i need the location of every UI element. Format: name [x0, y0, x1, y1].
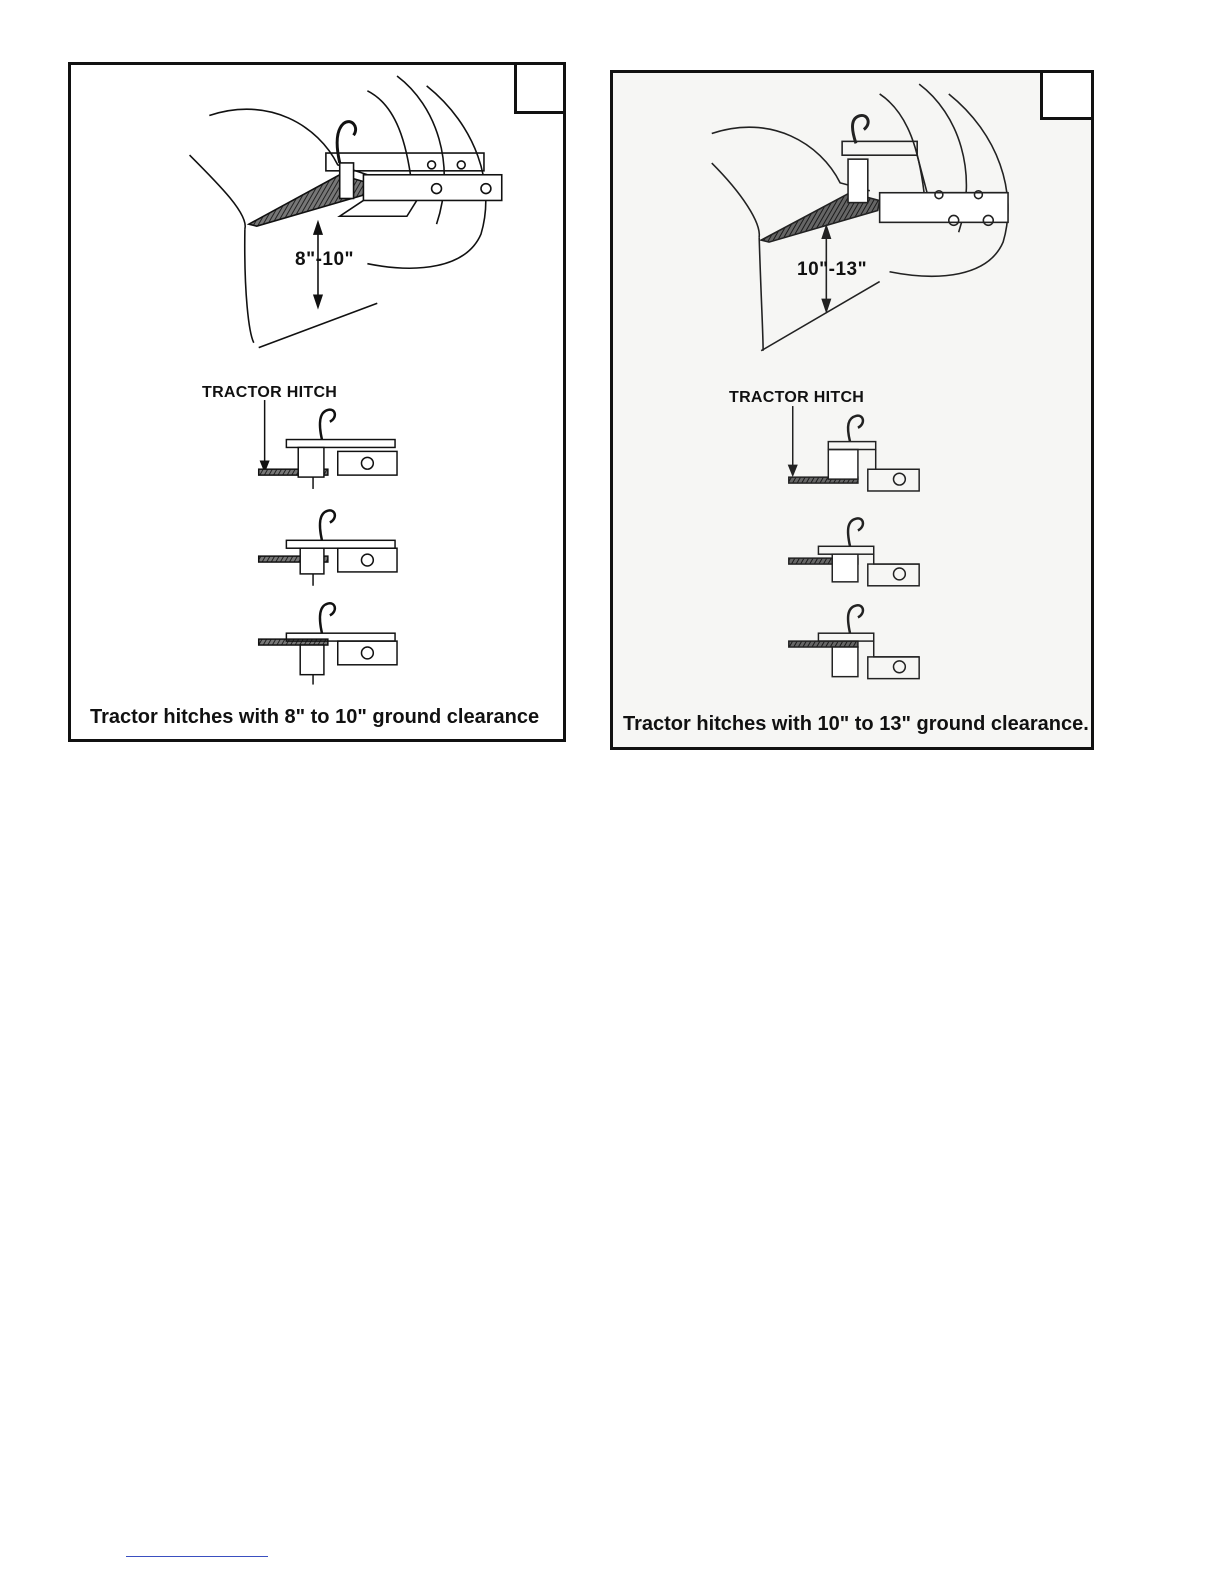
tractor-hitch-label: TRACTOR HITCH: [202, 384, 338, 401]
figure-panel-a: [68, 62, 566, 742]
hitch-variants-a: [259, 400, 397, 685]
tractor-hitch-label: TRACTOR HITCH: [729, 389, 865, 406]
hitch-variants-b: [789, 406, 919, 679]
figure-panel-b: [610, 70, 1094, 750]
footer-link-underline[interactable]: [126, 1556, 268, 1557]
arrow-icon: [314, 222, 322, 234]
hitch-illustration-b: [613, 73, 1091, 747]
figure-caption: Tractor hitches with 10" to 13" ground clearance.: [623, 713, 1089, 735]
clearance-dimension-label: 8"-10": [295, 249, 355, 270]
clearance-dimension-label: 10"-13": [797, 259, 868, 280]
hitch-illustration-a: [71, 65, 563, 739]
figure-caption: Tractor hitches with 8" to 10" ground clearance: [90, 706, 540, 728]
arrow-icon: [314, 295, 322, 307]
